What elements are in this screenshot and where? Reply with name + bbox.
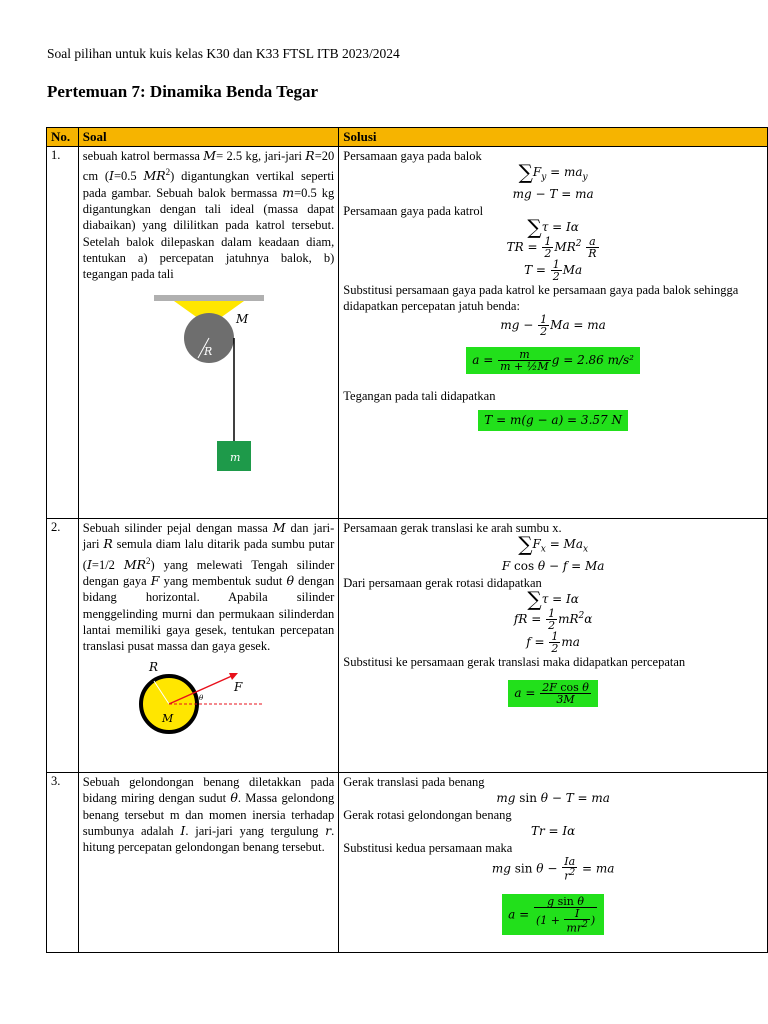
table-row xyxy=(47,773,768,953)
question-cell xyxy=(78,147,339,519)
document-header: Soal pilihan untuk kuis kelas K30 dan K33 FTSL ITB 2023/2024 xyxy=(47,46,400,61)
equation: fR = $\frac{1}{2}$ $mR^2\alpha$ xyxy=(513,607,593,633)
equation: TR = $\frac{1}{2}$ $MR^2$ $\frac{a}{R}$ xyxy=(506,235,597,261)
solution-line: Tegangan pada tali didapatkan xyxy=(343,389,496,404)
answer-box: a = $\frac{m}{\text{m + ½M}}$ g = 2.86 m/s² xyxy=(343,347,763,374)
equation: f = $\frac{1}{2}$ ma xyxy=(526,630,580,656)
solution-cell xyxy=(339,773,768,953)
answer-box: a = $\frac{\text{2F cos θ}}{3M}$ xyxy=(343,680,763,707)
equation: F cos θ − f = Ma xyxy=(501,559,605,574)
label-M: M xyxy=(161,711,173,725)
solution-line: Gerak translasi pada benang xyxy=(343,775,485,789)
label-theta: θ xyxy=(198,693,203,702)
equation: mg − T = ma xyxy=(512,187,594,202)
label-m: m xyxy=(229,450,240,464)
row-number: 3. xyxy=(47,773,79,953)
row-number: 2. xyxy=(47,519,79,773)
header-soal: Soal xyxy=(78,128,339,147)
solution-line: Substitusi ke persamaan gerak translasi maka didapatkan percepatan xyxy=(343,655,686,670)
equation: mg sin θ − $\frac{Ia}{r^2}$ = ma xyxy=(491,855,615,883)
solution-line: Persamaan gaya pada balok xyxy=(343,149,482,163)
question-text: Sebuah silinder pejal dengan massa M dan jari-jari R semula diam lalu ditarik pada sumbu putar (I=1/2 $MR^2$) yang melewati Tengah silinder dengan gaya F yang membentuk sudut θ dengan bidang horizontal. Apabila silinder menggelinding murni dan permukaan silinderdan lantai memiliki gaya gesek, tentukan percepatan translasi pusat massa dan gaya gesek. xyxy=(82,520,335,654)
header-solusi: Solusi xyxy=(339,128,768,147)
equation: mg − $\frac{1}{2}$ Ma = ma xyxy=(500,313,606,339)
solution-line: Persamaan gaya pada katrol xyxy=(343,204,484,219)
equation: ∑τ = Iα xyxy=(527,215,579,240)
label-R: R xyxy=(203,344,212,358)
cylinder-figure xyxy=(134,659,284,739)
solution-line: Substitusi persamaan gaya pada katrol ke persamaan gaya pada balok sehingga didapatkan percepatan jatuh benda: xyxy=(343,283,739,314)
pulley-figure xyxy=(144,293,274,483)
answer-box: a = g sin θ (1 + $\frac{I}{mr^2}$ ) xyxy=(343,894,763,936)
equation: mg sin θ − T = ma xyxy=(496,791,610,805)
question-text: sebuah katrol bermassa M= 2.5 kg, jari-jari R=20 cm (I=0.5 $MR^2$) digantungkan vertikal seperti pada gambar. Sebuah balok bermassa m=0.5 kg digantungkan dengan tali ideal (massa dapat diabaikan) yang dililitkan pada katrol tersebut. Setelah balok dilepaskan dalam keadaan diam, tentukan a) percepatan jatuhnya balok, b) tegangan pada tali xyxy=(82,148,335,282)
solution-line: Substitusi kedua persamaan maka xyxy=(343,841,513,855)
table-row xyxy=(47,147,768,519)
question-cell xyxy=(78,519,339,773)
label-M: M xyxy=(235,311,248,326)
row-number: 1. xyxy=(47,147,79,519)
solution-line: Gerak rotasi gelondongan benang xyxy=(343,808,512,822)
answer-box: T = m(g − a) = 3.57 N xyxy=(343,410,763,431)
solution-cell xyxy=(339,519,768,773)
label-R: R xyxy=(148,659,158,674)
equation: $\sum F_y = ma_y$ xyxy=(518,160,588,184)
question-cell xyxy=(78,773,339,953)
solution-cell xyxy=(339,147,768,519)
equation: $\sum F_x = Ma_x$ xyxy=(518,532,589,556)
question-text: Sebuah gelondongan benang diletakkan pada bidang miring dengan sudut θ. Massa gelondong benang tersebut m dan momen inersia terhadap sumbunya adalah I. jari-jari yang tergulung r. hitung percepatan gelondongan benang tersebut. xyxy=(82,775,335,855)
equation: T = $\frac{1}{2}$ Ma xyxy=(524,258,583,284)
label-F: F xyxy=(233,679,242,694)
equation: Tr = Iα xyxy=(531,824,576,838)
solution-line: Dari persamaan gerak rotasi didapatkan xyxy=(343,576,542,591)
qa-table xyxy=(46,127,768,953)
table-header-row xyxy=(47,128,768,147)
page-title: Pertemuan 7: Dinamika Benda Tegar xyxy=(47,82,319,101)
solution-line: Persamaan gerak translasi ke arah sumbu x. xyxy=(343,521,562,535)
header-no: No. xyxy=(47,128,79,147)
equation: ∑τ = Iα xyxy=(527,587,579,612)
table-row xyxy=(47,519,768,773)
